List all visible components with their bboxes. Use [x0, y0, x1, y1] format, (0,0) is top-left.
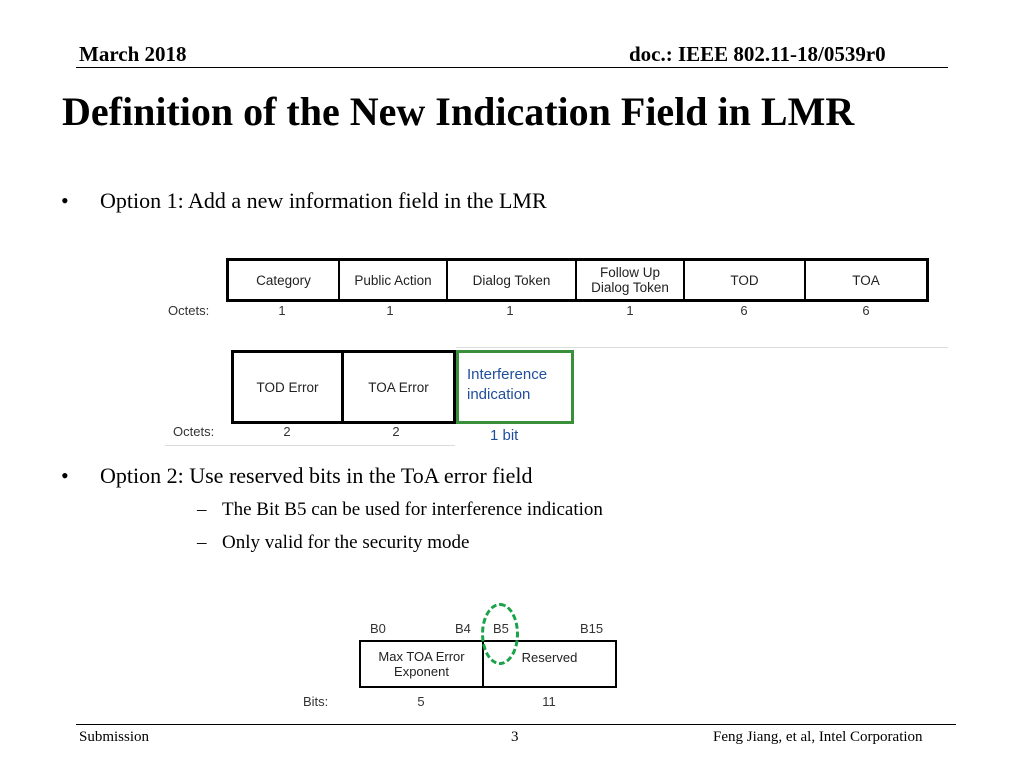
- footer-page-number: 3: [511, 729, 519, 745]
- octets-follow-up: 1: [626, 303, 634, 318]
- field-max-toa-error-exponent: Max TOA Error Exponent: [361, 642, 484, 686]
- bit-label-b0: B0: [370, 621, 386, 636]
- bits-label: Bits:: [303, 694, 329, 709]
- field-reserved: Reserved: [521, 650, 578, 665]
- lmr-field-table: [226, 258, 929, 302]
- header-date: March 2018: [79, 42, 187, 66]
- footer-author: Feng Jiang, et al, Intel Corporation: [713, 729, 923, 745]
- octets-dialog-token: 1: [506, 303, 514, 318]
- field-category: Category: [229, 261, 340, 299]
- octets-label: Octets:: [173, 424, 215, 439]
- field-follow-up-dialog-token: Follow Up Dialog Token: [577, 261, 685, 299]
- octets-public-action: 1: [386, 303, 394, 318]
- octets-tod: 6: [740, 303, 748, 318]
- field-public-action: Public Action: [340, 261, 448, 299]
- octets-tod-error: 2: [283, 424, 291, 439]
- bits-reserved: 11: [542, 694, 556, 709]
- field-toa: TOA: [852, 272, 880, 288]
- field-dialog-token: Dialog Token: [448, 261, 577, 299]
- bullet-marker: •: [61, 463, 69, 488]
- bit-label-b15: B15: [580, 621, 604, 636]
- octets-label: Octets:: [168, 303, 210, 318]
- field-toa-error: TOA Error: [368, 379, 429, 395]
- dash-marker: –: [197, 532, 207, 553]
- octets-toa: 6: [862, 303, 870, 318]
- footer-rule: [76, 724, 956, 725]
- figure-divider: [456, 347, 948, 348]
- bullet-option-2: Option 2: Use reserved bits in the ToA error field: [100, 463, 533, 488]
- octets-category: 1: [278, 303, 286, 318]
- bit-label-b4: B4: [455, 621, 471, 636]
- field-tod-error: TOD Error: [234, 353, 344, 421]
- b5-highlight-marker: [481, 603, 519, 665]
- sub-bullet-security-mode: Only valid for the security mode: [222, 532, 470, 553]
- octets-toa-error: 2: [392, 424, 400, 439]
- bits-max-toa-error-exponent: 5: [417, 694, 425, 709]
- figure-divider: [165, 445, 455, 446]
- error-field-table: [231, 350, 456, 424]
- field-tod: TOD: [685, 261, 806, 299]
- slide-title: Definition of the New Indication Field in LMR: [62, 89, 855, 134]
- dash-marker: –: [197, 499, 207, 520]
- header-rule: [76, 67, 948, 68]
- sub-bullet-bit-b5: The Bit B5 can be used for interference indication: [222, 499, 603, 520]
- bit-label-b5: B5: [493, 621, 509, 636]
- field-interference-indication-box: [456, 350, 574, 424]
- field-interference-indication: Interference indication: [467, 366, 548, 403]
- header-doc-id: doc.: IEEE 802.11-18/0539r0: [629, 42, 886, 66]
- footer-submission: Submission: [79, 729, 150, 745]
- interference-size: 1 bit: [490, 427, 519, 444]
- bullet-option-1: Option 1: Add a new information field in the LMR: [100, 188, 547, 213]
- bullet-marker: •: [61, 188, 69, 213]
